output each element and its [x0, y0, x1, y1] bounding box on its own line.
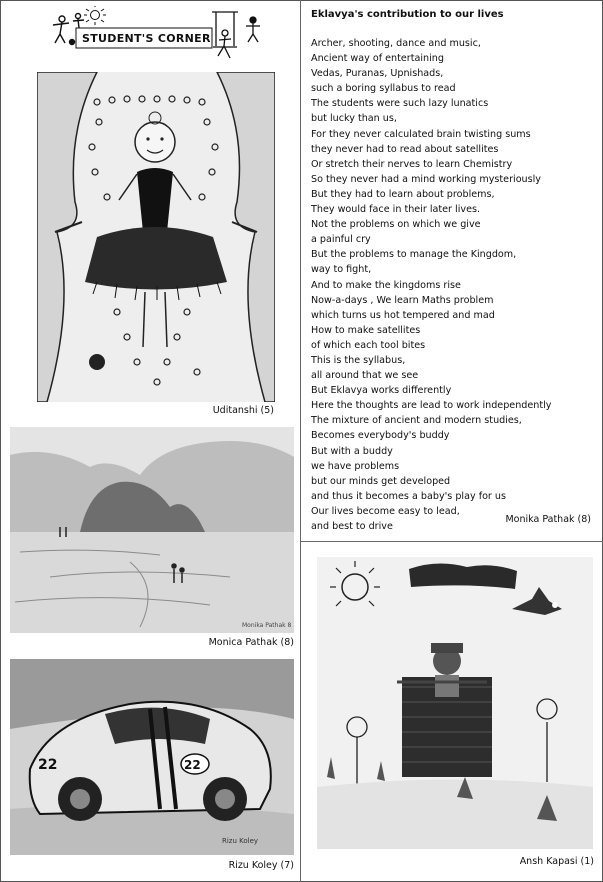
poem-line: This is the syllabus, [311, 354, 406, 366]
artwork-caption: Ansh Kapasi (1) [519, 856, 594, 867]
car-signature: Rizu Koley [222, 837, 259, 845]
poem-line: and thus it becomes a baby's play for us [311, 490, 507, 502]
poem-line: But Eklavya works differently [311, 385, 452, 397]
artwork-caption: Rizu Koley (7) [228, 860, 294, 871]
poem-line: a painful cry [311, 234, 371, 246]
poem-line: Our lives become easy to lead, [311, 505, 460, 517]
poem-line: which turns us hot tempered and mad [311, 309, 495, 321]
poem-line: But they had to learn about problems, [311, 188, 495, 200]
poem-line: So they never had a mind working mysteriously [311, 173, 541, 185]
poem-line: such a boring syllabus to read [311, 83, 456, 95]
ballerina-drawing [37, 72, 275, 402]
poem-line: The students were such lazy lunatics [311, 98, 489, 110]
poem-line: Ancient way of entertaining [311, 53, 444, 65]
poem-line: all around that we see [311, 370, 419, 382]
right-column-divider [301, 541, 603, 542]
poem-line: Here the thoughts are lead to work independently [311, 400, 552, 412]
poem-body [311, 36, 551, 534]
students-corner-header [48, 6, 268, 66]
poem-line: we have problems [311, 460, 400, 472]
car-number-side: 22 [38, 757, 58, 773]
car-number: 22 [184, 758, 201, 772]
poem-line: they never had to read about satellites [311, 143, 499, 155]
poem-line: Not the problems on which we give [311, 219, 481, 231]
poem-author: Monika Pathak (8) [505, 514, 591, 525]
poem-line: way to fight, [311, 264, 372, 276]
poem-line: How to make satellites [311, 324, 421, 336]
poem-title: Eklavya's contribution to our lives [311, 9, 504, 20]
poem-line: of which each tool bites [311, 339, 426, 351]
artwork-caption: Uditanshi (5) [212, 405, 274, 416]
header-title: STUDENT'S CORNER [82, 32, 211, 45]
poem-line: and best to drive [311, 521, 393, 532]
artwork-caption: Monica Pathak (8) [208, 637, 294, 648]
poem-line: Now-a-days , We learn Maths problem [311, 294, 494, 306]
poem-line: Archer, shooting, dance and music, [311, 38, 481, 49]
poem-line: but lucky than us, [311, 113, 397, 125]
poem-line: but our minds get developed [311, 475, 451, 487]
poem-line: Or stretch their nerves to learn Chemistry [311, 158, 513, 170]
poem-line: Becomes everybody's buddy [311, 430, 450, 442]
poem-line: The mixture of ancient and modern studies, [311, 415, 522, 427]
landscape-drawing [10, 427, 294, 633]
column-divider [300, 0, 301, 882]
poem-line: But with a buddy [311, 445, 393, 457]
poem-line: And to make the kingdoms rise [311, 279, 461, 291]
poem-line: They would face in their later lives. [311, 204, 481, 216]
poem-line: But the problems to manage the Kingdom, [311, 249, 517, 261]
castle-drawing [317, 557, 593, 849]
poem-line: For they never calculated brain twisting sums [311, 128, 531, 140]
landscape-signature: Monika Pathak 8 [242, 622, 292, 629]
race-car-drawing [10, 659, 294, 855]
poem-line: Vedas, Puranas, Upnishads, [311, 68, 444, 80]
